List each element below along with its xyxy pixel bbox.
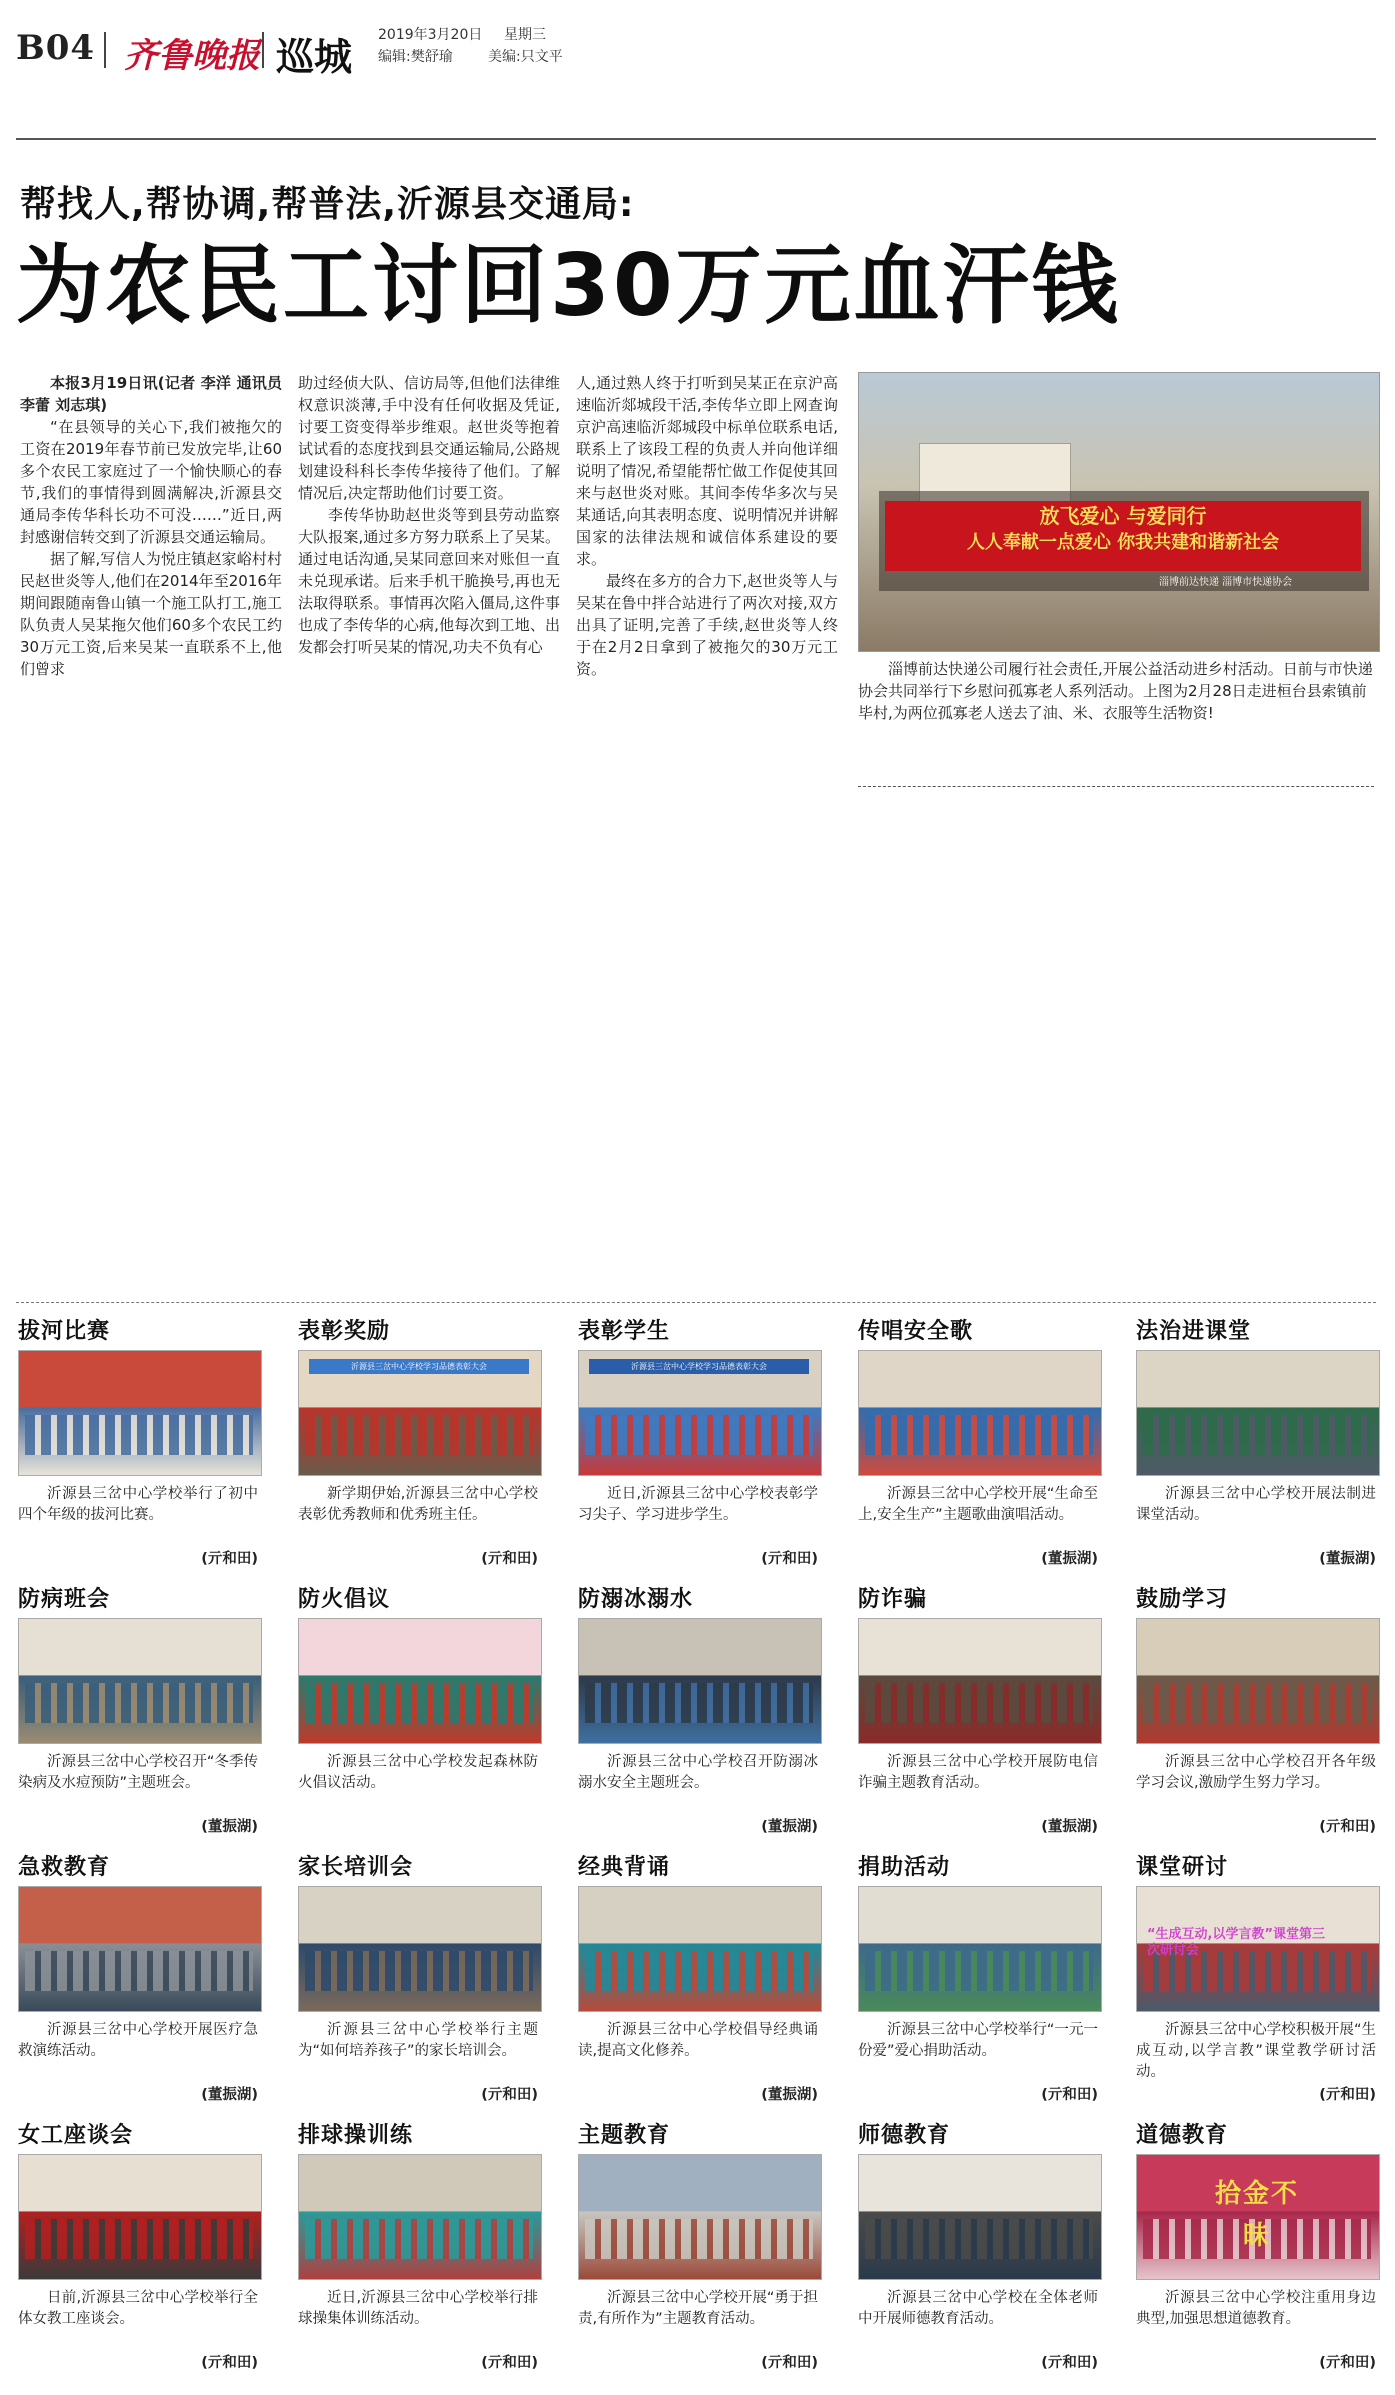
photo-news-title: 防火倡议 xyxy=(298,1587,391,1612)
article-paragraph: 最终在多方的合力下,赵世炎等人与吴某在鲁中拌合站进行了两次对接,双方出具了证明,完善了手续,赵世炎等人终于在2月2日拿到了被拖欠的30万元工资。 xyxy=(576,572,838,678)
people-shape xyxy=(865,1415,1093,1455)
editor: 编辑:樊舒瑜 xyxy=(378,49,453,65)
photo-news-image xyxy=(18,1886,262,2012)
photo-news-byline: (董振湖) xyxy=(201,2087,258,2103)
photo-news-image xyxy=(298,1350,542,1476)
people-shape xyxy=(865,1683,1093,1723)
photo-news-title: 拔河比赛 xyxy=(18,1319,111,1344)
photo-news-byline: (亓和田) xyxy=(201,1551,258,1567)
photo-news-caption: 沂源县三岔中心学校开展法制进课堂活动。 xyxy=(1136,1486,1376,1523)
photo-news-caption: 沂源县三岔中心学校召开各年级学习会议,激励学生努力学习。 xyxy=(1136,1754,1376,1791)
people-shape xyxy=(1143,1415,1371,1455)
masthead xyxy=(16,18,1376,78)
people-shape xyxy=(585,1951,813,1991)
photo-news-image xyxy=(298,1618,542,1744)
photo-news-title: 排球操训练 xyxy=(298,2123,414,2148)
photo-news-item xyxy=(578,1582,822,1842)
photo-news-image xyxy=(578,1886,822,2012)
photo-news-caption: 沂源县三岔中心学校召开防溺冰溺水安全主题班会。 xyxy=(578,1754,818,1791)
photo-news-image xyxy=(578,1350,822,1476)
article-paragraph: 据了解,写信人为悦庄镇赵家峪村村民赵世炎等人,他们在2014年至2016年期间跟随南鲁山镇一个施工队打工,施工队负责人吴某拖欠他们60多个农民工约30万元工资,后来吴某一直联系不上,他们曾求 xyxy=(20,550,282,678)
photo-news-caption: 沂源县三岔中心学校注重用身边典型,加强思想道德教育。 xyxy=(1136,2290,1376,2327)
photo-news-byline: (亓和田) xyxy=(1319,2355,1376,2371)
photo-news-caption: 沂源县三岔中心学校举行了初中四个年级的拔河比赛。 xyxy=(18,1486,258,1523)
caption-rule xyxy=(858,786,1374,787)
photo-news-item xyxy=(1136,1850,1380,2110)
people-shape xyxy=(305,1415,533,1455)
photo-news-title: 防诈骗 xyxy=(858,1587,928,1612)
photo-news-item xyxy=(298,2118,542,2378)
photo-news-byline: (亓和田) xyxy=(481,2087,538,2103)
photo-news-byline: (亓和田) xyxy=(761,2355,818,2371)
photo-news-caption: 沂源县三岔中心学校在全体老师中开展师德教育活动。 xyxy=(858,2290,1098,2327)
newspaper-logo: 齐鲁晚报 xyxy=(124,36,260,76)
photo-news-item xyxy=(18,1850,262,2110)
photo-news-title: 课堂研讨 xyxy=(1136,1855,1229,1880)
photo-news-title: 表彰学生 xyxy=(578,1319,671,1344)
photo-news-byline: (亓和田) xyxy=(481,1551,538,1567)
photo-news-image xyxy=(1136,1618,1380,1744)
photo-news-image xyxy=(858,1886,1102,2012)
people-shape xyxy=(585,1415,813,1455)
photo-news-item xyxy=(858,1582,1102,1842)
header-rule xyxy=(16,138,1376,140)
award-banner-text: 沂源县三岔中心学校学习品德表彰大会 xyxy=(309,1359,529,1374)
photo-news-item xyxy=(18,2118,262,2378)
people-shape xyxy=(865,1951,1093,1991)
photo-news-item xyxy=(298,1850,542,2110)
article-byline: 本报3月19日讯(记者 李洋 通讯员 李蕾 刘志琪) xyxy=(20,374,282,414)
photo-news-image xyxy=(1136,1886,1380,2012)
people-shape xyxy=(25,1951,253,1991)
photo-news-item xyxy=(858,2118,1102,2378)
grid-rule xyxy=(16,1302,1376,1303)
people-shape xyxy=(305,1683,533,1723)
photo-news-image xyxy=(18,1350,262,1476)
photo-news-title: 家长培训会 xyxy=(298,1855,414,1880)
photo-news-item xyxy=(1136,1582,1380,1842)
photo-news-caption: 沂源县三岔中心学校开展“生命至上,安全生产”主题歌曲演唱活动。 xyxy=(858,1486,1098,1523)
people-shape xyxy=(25,1415,253,1455)
photo-news-caption: 近日,沂源县三岔中心学校举行排球操集体训练活动。 xyxy=(298,2290,538,2327)
photo-news-title: 法治进课堂 xyxy=(1136,1319,1252,1344)
photo-news-item xyxy=(18,1582,262,1842)
article-column-3 xyxy=(576,372,838,680)
people-shape xyxy=(25,2219,253,2259)
banner-top-text: 放飞爱心 与爱同行 xyxy=(1039,504,1207,528)
photo-news-title: 师德教育 xyxy=(858,2123,951,2148)
photo-news-caption: 沂源县三岔中心学校举行主题为“如何培养孩子”的家长培训会。 xyxy=(298,2022,538,2059)
people-shape xyxy=(585,1683,813,1723)
photo-news-caption: 沂源县三岔中心学校积极开展“生成互动,以学言教”课堂教学研讨活动。 xyxy=(1136,2022,1376,2080)
photo-news-title: 经典背诵 xyxy=(578,1855,671,1880)
photo-news-title: 道德教育 xyxy=(1136,2123,1229,2148)
photo-news-caption: 沂源县三岔中心学校开展防电信诈骗主题教育活动。 xyxy=(858,1754,1098,1791)
photo-news-image xyxy=(578,1618,822,1744)
photo-news-title: 防溺冰溺水 xyxy=(578,1587,694,1612)
page-number: B04 xyxy=(16,28,96,68)
divider xyxy=(262,32,264,68)
photo-news-item xyxy=(1136,1314,1380,1574)
plaque-text: 拾金不昧 xyxy=(1214,2179,1299,2251)
divider xyxy=(104,32,106,68)
photo-news-image xyxy=(1136,1350,1380,1476)
photo-news-caption: 新学期伊始,沂源县三岔中心学校表彰优秀教师和优秀班主任。 xyxy=(298,1486,538,1523)
section-name: 巡城 xyxy=(276,34,353,79)
designer: 美编:只文平 xyxy=(488,49,563,65)
photo-news-image xyxy=(1136,2154,1380,2280)
article-column-2 xyxy=(298,372,560,658)
photo-news-caption: 沂源县三岔中心学校开展医疗急救演练活动。 xyxy=(18,2022,258,2059)
issue-weekday: 星期三 xyxy=(504,27,546,43)
article-paragraph: 助过经侦大队、信访局等,但他们法律维权意识淡薄,手中没有任何收据及凭证,讨要工资变得举步维艰。赵世炎等抱着试试看的态度找到县交通运输局,公路规划建设科科长李传华接待了他们。了解情况后,决定帮助他们讨要工资。 xyxy=(298,374,560,502)
charity-photo xyxy=(858,372,1380,652)
photo-news-title: 主题教育 xyxy=(578,2123,671,2148)
photo-news-caption: 沂源县三岔中心学校举行“一元一份爱”爱心捐助活动。 xyxy=(858,2022,1098,2059)
article-headline: 为农民工讨回30万元血汗钱 xyxy=(16,236,1121,336)
photo-news-image xyxy=(18,1618,262,1744)
photo-news-item xyxy=(858,1314,1102,1574)
issue-date: 2019年3月20日 xyxy=(378,27,483,43)
photo-news-byline: (董振湖) xyxy=(761,1819,818,1835)
photo-news-byline: (董振湖) xyxy=(1041,1551,1098,1567)
photo-news-title: 女工座谈会 xyxy=(18,2123,134,2148)
people-shape xyxy=(585,2219,813,2259)
photo-news-title: 鼓励学习 xyxy=(1136,1587,1229,1612)
photo-news-byline: (亓和田) xyxy=(1319,2087,1376,2103)
photo-news-image xyxy=(298,2154,542,2280)
seminar-overlay-text: “生成互动,以学言教”课堂第三次研讨会 xyxy=(1147,1927,1326,1958)
article-kicker: 帮找人,帮协调,帮普法,沂源县交通局: xyxy=(20,184,635,225)
charity-banner xyxy=(885,501,1361,571)
photo-news-title: 捐助活动 xyxy=(858,1855,951,1880)
photo-news-byline: (董振湖) xyxy=(1319,1551,1376,1567)
article-paragraph: “在县领导的关心下,我们被拖欠的工资在2019年春节前已发放完毕,让60多个农民工家庭过了一个愉快顺心的春节,我们的事情得到圆满解决,沂源县交通局李传华科长功不可没……”近日,两封感谢信转交到了沂源县交通运输局。 xyxy=(20,418,282,546)
photo-news-image xyxy=(18,2154,262,2280)
photo-news-byline: (亓和田) xyxy=(481,2355,538,2371)
photo-news-title: 传唱安全歌 xyxy=(858,1319,974,1344)
photo-news-caption: 近日,沂源县三岔中心学校表彰学习尖子、学习进步学生。 xyxy=(578,1486,818,1523)
photo-news-item xyxy=(858,1850,1102,2110)
photo-news-byline: (亓和田) xyxy=(1041,2355,1098,2371)
photo-news-image xyxy=(858,1350,1102,1476)
photo-news-title: 表彰奖励 xyxy=(298,1319,391,1344)
photo-news-caption: 沂源县三岔中心学校召开“冬季传染病及水痘预防”主题班会。 xyxy=(18,1754,258,1791)
photo-news-item xyxy=(578,1850,822,2110)
photo-news-byline: (亓和田) xyxy=(201,2355,258,2371)
photo-news-title: 急救教育 xyxy=(18,1855,111,1880)
photo-caption: 淄博前达快递公司履行社会责任,开展公益活动进乡村活动。日前与市快递协会共同举行下乡慰问孤寡老人系列活动。上图为2月28日走进桓台县索镇前毕村,为两位孤寡老人送去了油、米、衣服等生活物资! xyxy=(858,660,1373,722)
people-shape xyxy=(305,2219,533,2259)
photo-news-image xyxy=(858,1618,1102,1744)
photo-news-caption: 日前,沂源县三岔中心学校举行全体女教工座谈会。 xyxy=(18,2290,258,2327)
photo-news-image xyxy=(298,1886,542,2012)
photo-news-item xyxy=(1136,2118,1380,2378)
photo-news-byline: (亓和田) xyxy=(1041,2087,1098,2103)
photo-news-caption: 沂源县三岔中心学校倡导经典诵读,提高文化修养。 xyxy=(578,2022,818,2059)
photo-news-item xyxy=(578,2118,822,2378)
photo-news-item xyxy=(298,1582,542,1842)
photo-news-image xyxy=(858,2154,1102,2280)
banner-main-text: 人人奉献一点爱心 你我共建和谐新社会 xyxy=(966,532,1280,553)
people-shape xyxy=(865,2219,1093,2259)
photo-news-byline: (亓和田) xyxy=(1319,1819,1376,1835)
photo-news-item xyxy=(578,1314,822,1574)
photo-news-byline: (董振湖) xyxy=(1041,1819,1098,1835)
photo-news-byline: (董振湖) xyxy=(761,2087,818,2103)
photo-news-image xyxy=(578,2154,822,2280)
people-shape xyxy=(25,1683,253,1723)
photo-news-byline: (亓和田) xyxy=(761,1551,818,1567)
photo-news-caption: 沂源县三岔中心学校发起森林防火倡议活动。 xyxy=(298,1754,538,1791)
photo-news-title: 防病班会 xyxy=(18,1587,111,1612)
photo-news-byline: (董振湖) xyxy=(201,1819,258,1835)
article-paragraph: 李传华协助赵世炎等到县劳动监察大队报案,通过多方努力联系上了吴某。通过电话沟通,吴某同意回来对账但一直未兑现承诺。后来手机干脆换号,再也无法取得联系。事情再次陷入僵局,这件事也成了李传华的心病,他每次到工地、出发都会打听吴某的情况,功夫不负有心 xyxy=(298,506,560,656)
people-shape xyxy=(305,1951,533,1991)
banner-sub-text: 淄博前达快递 淄博市快递协会 xyxy=(1159,577,1293,588)
article-column-1 xyxy=(20,372,282,680)
photo-news-item xyxy=(298,1314,542,1574)
article-paragraph: 人,通过熟人终于打听到吴某正在京沪高速临沂郯城段干活,李传华立即上网查询京沪高速临沂郯城段中标单位联系电话,联系上了该段工程的负责人并向他详细说明了情况,希望能帮忙做工作促使其回来与赵世炎对账。其间李传华多次与吴某通话,向其表明态度、说明情况并讲解国家的法律法规和诚信体系建设的要求。 xyxy=(576,374,838,568)
people-shape xyxy=(1143,1683,1371,1723)
student-banner-text: 沂源县三岔中心学校学习品德表彰大会 xyxy=(589,1359,809,1374)
photo-news-item xyxy=(18,1314,262,1574)
photo-news-caption: 沂源县三岔中心学校开展“勇于担责,有所作为”主题教育活动。 xyxy=(578,2290,818,2327)
